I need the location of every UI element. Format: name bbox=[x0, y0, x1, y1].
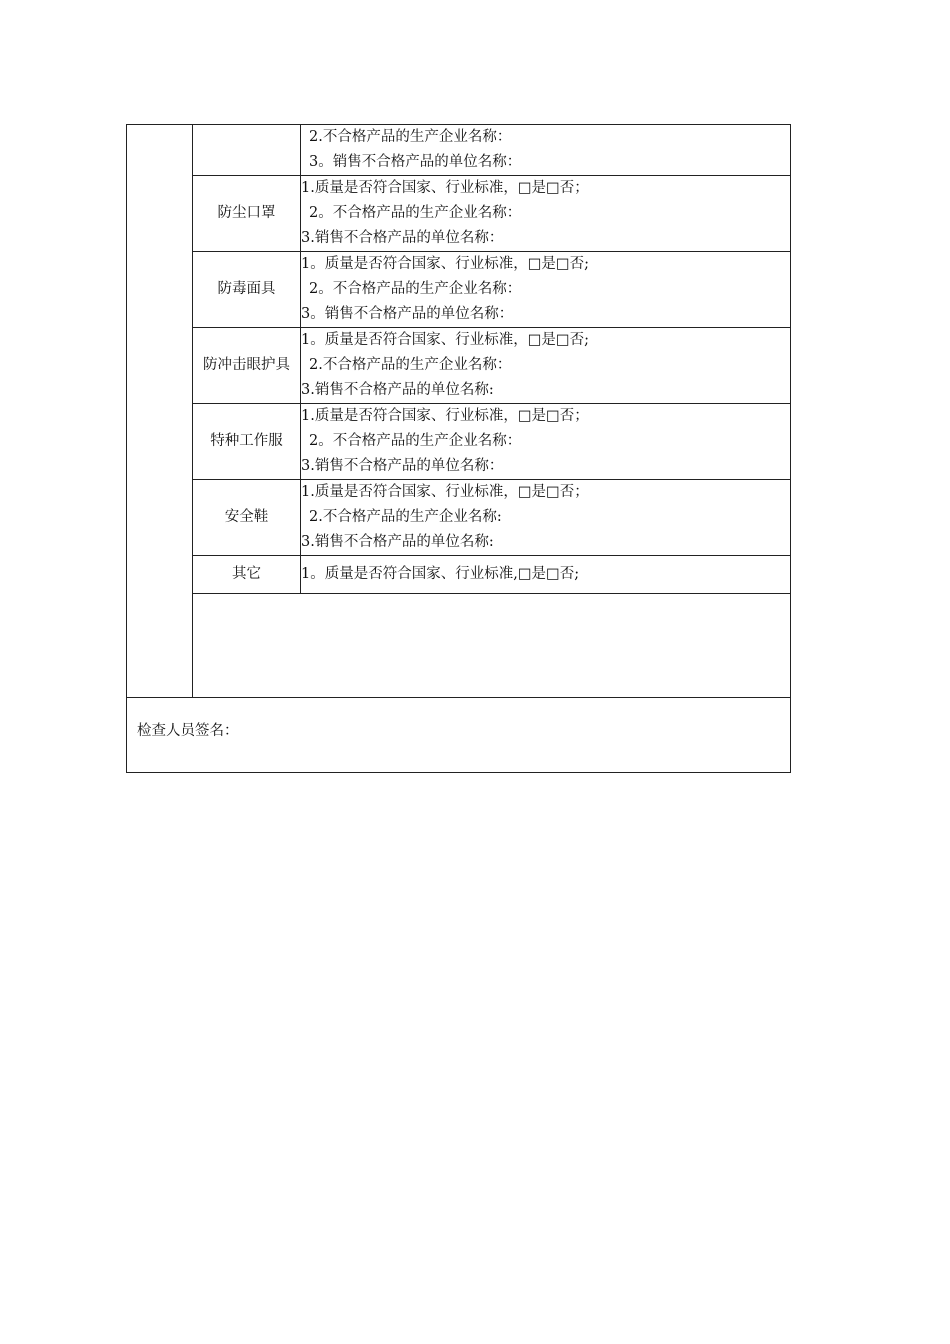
requirement-line: 1。质量是否符合国家、行业标准,□是□否; bbox=[301, 566, 580, 582]
category-cell: 特种工作服 bbox=[193, 404, 301, 480]
requirement-line: 3。销售不合格产品的单位名称： bbox=[301, 306, 514, 322]
blank-row bbox=[127, 594, 791, 698]
requirement-line: 1。质量是否符合国家、行业标准，□是□否; bbox=[301, 332, 590, 348]
signature-row bbox=[127, 698, 791, 773]
requirement-cell bbox=[301, 480, 791, 556]
category-cell: 防尘口罩 bbox=[193, 176, 301, 252]
requirement-line: 2。不合格产品的生产企业名称： bbox=[309, 433, 522, 449]
requirement-line: 3.销售不合格产品的单位名称： bbox=[301, 230, 504, 246]
category-cell: 防冲击眼护具 bbox=[193, 328, 301, 404]
requirement-line: 1.质量是否符合国家、行业标准，□是□否； bbox=[301, 408, 589, 424]
category-cell: 防毒面具 bbox=[193, 252, 301, 328]
signature-label: 检查人员签名： bbox=[137, 722, 239, 739]
requirement-line: 3.销售不合格产品的单位名称: bbox=[301, 382, 494, 398]
requirement-cell bbox=[301, 404, 791, 480]
requirement-line: 3.销售不合格产品的单位名称： bbox=[301, 458, 504, 474]
requirement-cell bbox=[301, 252, 791, 328]
merged-left-cell bbox=[127, 125, 193, 698]
requirement-line: 2.不合格产品的生产企业名称： bbox=[309, 129, 512, 145]
signature-cell bbox=[127, 698, 791, 773]
requirement-line: 3.销售不合格产品的单位名称: bbox=[301, 534, 494, 550]
requirement-line: 1.质量是否符合国家、行业标准，□是□否； bbox=[301, 484, 589, 500]
category-cell: 其它 bbox=[193, 556, 301, 594]
requirement-cell bbox=[301, 328, 791, 404]
requirement-line: 2。不合格产品的生产企业名称： bbox=[309, 205, 522, 221]
requirement-cell bbox=[301, 125, 791, 176]
table-row bbox=[127, 404, 791, 480]
requirement-line: 2。不合格产品的生产企业名称： bbox=[309, 281, 522, 297]
table-row bbox=[127, 328, 791, 404]
table-row bbox=[127, 252, 791, 328]
blank-cell bbox=[193, 594, 791, 698]
requirement-line: 1.质量是否符合国家、行业标准，□是□否； bbox=[301, 180, 589, 196]
requirement-line: 2.不合格产品的生产企业名称: bbox=[309, 509, 502, 525]
table-row bbox=[127, 480, 791, 556]
table-row bbox=[127, 556, 791, 594]
table-row bbox=[127, 125, 791, 176]
requirement-line: 2.不合格产品的生产企业名称： bbox=[309, 357, 512, 373]
inspection-form-table bbox=[126, 124, 791, 773]
category-cell: 安全鞋 bbox=[193, 480, 301, 556]
table-row bbox=[127, 176, 791, 252]
requirement-line: 1。质量是否符合国家、行业标准，□是□否; bbox=[301, 256, 590, 272]
category-cell bbox=[193, 125, 301, 176]
requirement-line: 3。销售不合格产品的单位名称： bbox=[309, 154, 522, 170]
requirement-cell bbox=[301, 176, 791, 252]
requirement-cell bbox=[301, 556, 791, 594]
